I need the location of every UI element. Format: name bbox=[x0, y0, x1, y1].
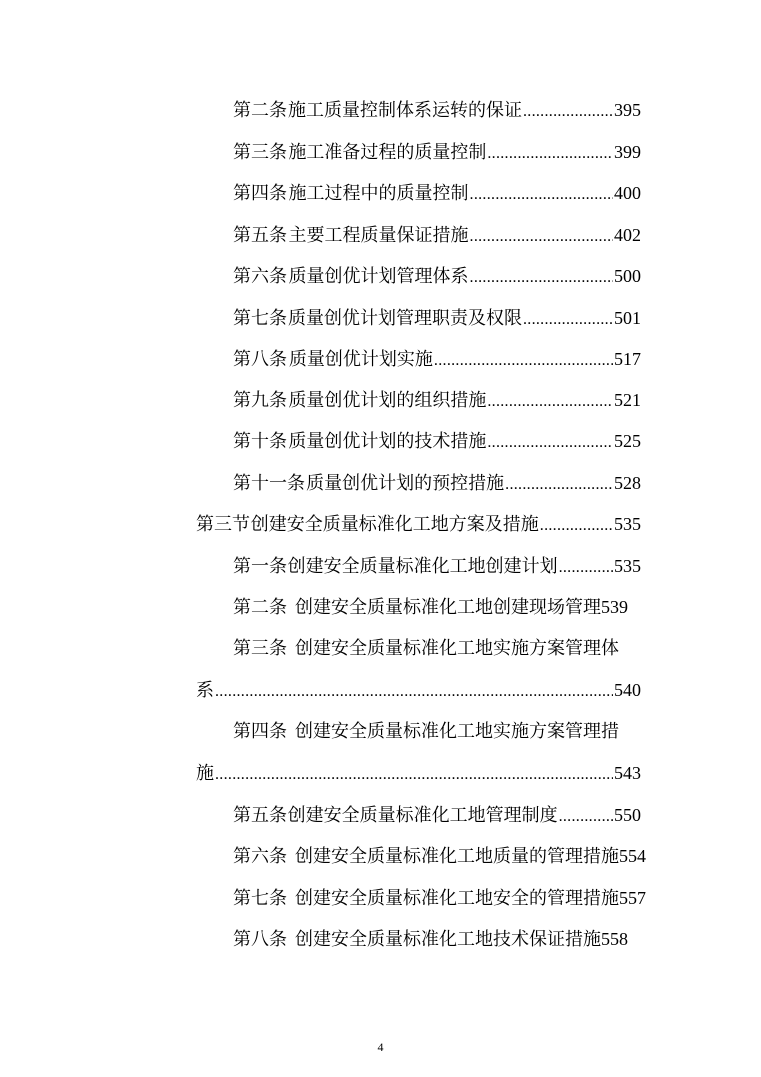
toc-entry-page: 399 bbox=[614, 142, 641, 162]
toc-entry-number: 第一条 bbox=[233, 556, 287, 577]
toc-entry-number: 第二条 bbox=[233, 100, 287, 121]
toc-entry[interactable] bbox=[233, 634, 641, 664]
toc-leader-dots bbox=[470, 263, 613, 293]
toc-leader-dots bbox=[434, 346, 613, 376]
toc-entry[interactable] bbox=[233, 178, 641, 208]
toc-entry[interactable] bbox=[233, 95, 641, 125]
toc-entry[interactable] bbox=[233, 261, 641, 291]
toc-entry-title: 质量创优计划的组织措施 bbox=[288, 390, 487, 411]
toc-leader-dots bbox=[470, 222, 613, 252]
toc-entry-title: 质量创优计划的预控措施 bbox=[306, 473, 505, 494]
toc-entry-number: 第九条 bbox=[233, 390, 287, 411]
toc-entry-number: 第十条 bbox=[233, 431, 287, 452]
toc-entry-number: 第五条 bbox=[233, 225, 287, 246]
toc-entry-number: 第五条 bbox=[233, 805, 287, 826]
toc-entry-page: 521 bbox=[614, 390, 641, 410]
toc-entry-page: 395 bbox=[614, 100, 641, 120]
toc-entry-page: 539 bbox=[601, 597, 628, 617]
toc-leader-dots bbox=[540, 511, 613, 541]
toc-leader-dots bbox=[215, 760, 613, 790]
toc-entry-page: 543 bbox=[614, 763, 641, 783]
toc-entry-title: 创建安全质量标准化工地质量的管理措施 bbox=[295, 846, 619, 867]
toc-leader-dots bbox=[523, 305, 613, 335]
toc-entry-title: 质量创优计划管理体系 bbox=[288, 266, 469, 287]
toc-entry[interactable] bbox=[233, 592, 641, 622]
toc-entry-title: 质量创优计划的技术措施 bbox=[288, 431, 487, 452]
toc-entry-page: 400 bbox=[614, 183, 641, 203]
toc-leader-dots bbox=[523, 97, 613, 127]
toc-entry[interactable] bbox=[233, 800, 641, 830]
toc-entry-title: 创建安全质量标准化工地技术保证措施 bbox=[295, 929, 601, 950]
toc-entry-page: 554 bbox=[619, 846, 646, 866]
toc-entry-number: 第七条 bbox=[233, 888, 287, 909]
toc-entry-page: 550 bbox=[614, 805, 641, 825]
toc-entry-title: 创建安全质量标准化工地安全的管理措施 bbox=[295, 888, 619, 909]
toc-leader-dots bbox=[487, 139, 613, 169]
toc-entry-number: 第三节 bbox=[196, 514, 250, 535]
toc-entry-number: 第二条 bbox=[233, 597, 287, 618]
toc-entry-continuation[interactable] bbox=[196, 758, 641, 788]
toc-entry[interactable] bbox=[233, 468, 641, 498]
toc-entry-continuation[interactable] bbox=[196, 675, 641, 705]
toc-entry-title: 创建安全质量标准化工地实施方案管理措 bbox=[295, 721, 619, 742]
toc-entry-number: 第六条 bbox=[233, 266, 287, 287]
toc-entry-number: 第四条 bbox=[233, 721, 287, 742]
toc-entry-page: 558 bbox=[601, 929, 628, 949]
toc-entry-page: 500 bbox=[614, 266, 641, 286]
toc-leader-dots bbox=[215, 677, 613, 707]
toc-entry-number: 第八条 bbox=[233, 929, 287, 950]
toc-entry-title: 创建安全质量标准化工地创建现场管理 bbox=[295, 597, 601, 618]
toc-entry[interactable] bbox=[233, 717, 641, 747]
toc-entry[interactable] bbox=[233, 883, 653, 913]
toc-entry-title: 主要工程质量保证措施 bbox=[288, 225, 469, 246]
toc-entry-title: 创建安全质量标准化工地管理制度 bbox=[287, 805, 558, 826]
toc-leader-dots bbox=[505, 470, 613, 500]
toc-entry-page: 501 bbox=[614, 308, 641, 328]
toc-entry-page: 402 bbox=[614, 225, 641, 245]
toc-entry-page: 528 bbox=[614, 473, 641, 493]
toc-entry-number: 第七条 bbox=[233, 308, 287, 329]
page-number: 4 bbox=[377, 1040, 384, 1054]
toc-entry-number: 第十一条 bbox=[233, 473, 305, 494]
toc-leader-dots bbox=[559, 802, 613, 832]
toc-entry-page: 525 bbox=[614, 431, 641, 451]
toc-entry[interactable] bbox=[233, 841, 653, 871]
toc-entry-title: 施工准备过程的质量控制 bbox=[288, 142, 487, 163]
toc-entry[interactable] bbox=[233, 137, 641, 167]
toc-entry-number: 第八条 bbox=[233, 349, 287, 370]
toc-entry-title: 创建安全质量标准化工地实施方案管理体 bbox=[295, 638, 619, 659]
toc-leader-dots bbox=[487, 428, 613, 458]
toc-entry-page: 540 bbox=[614, 680, 641, 700]
toc-entry-title-continuation: 施 bbox=[196, 763, 214, 784]
toc-entry[interactable] bbox=[233, 220, 641, 250]
toc-entry-number: 第六条 bbox=[233, 846, 287, 867]
toc-section-entry[interactable] bbox=[196, 509, 641, 539]
toc-leader-dots bbox=[470, 180, 613, 210]
toc-entry-number: 第四条 bbox=[233, 183, 287, 204]
toc-entry-title-continuation: 系 bbox=[196, 680, 214, 701]
toc-entry[interactable] bbox=[233, 344, 641, 374]
toc-entry-title: 施工过程中的质量控制 bbox=[288, 183, 469, 204]
toc-entry-page: 535 bbox=[614, 514, 641, 534]
toc-entry-title: 创建安全质量标准化工地创建计划 bbox=[287, 556, 558, 577]
toc-entry-title: 创建安全质量标准化工地方案及措施 bbox=[250, 514, 539, 535]
toc-leader-dots bbox=[559, 553, 613, 583]
toc-entry-page: 517 bbox=[614, 349, 641, 369]
toc-entry[interactable] bbox=[233, 385, 641, 415]
toc-entry[interactable] bbox=[233, 924, 653, 954]
toc-entry-title: 施工质量控制体系运转的保证 bbox=[287, 100, 522, 121]
toc-entry[interactable] bbox=[233, 303, 641, 333]
toc-entry-page: 535 bbox=[614, 556, 641, 576]
toc-entry-number: 第三条 bbox=[233, 142, 287, 163]
toc-leader-dots bbox=[487, 387, 613, 417]
toc-entry-title: 质量创优计划实施 bbox=[288, 349, 433, 370]
toc-entry-title: 质量创优计划管理职责及权限 bbox=[287, 308, 522, 329]
toc-entry-number: 第三条 bbox=[233, 638, 287, 659]
toc-entry-page: 557 bbox=[619, 888, 646, 908]
toc-entry[interactable] bbox=[233, 426, 641, 456]
toc-entry[interactable] bbox=[233, 551, 641, 581]
